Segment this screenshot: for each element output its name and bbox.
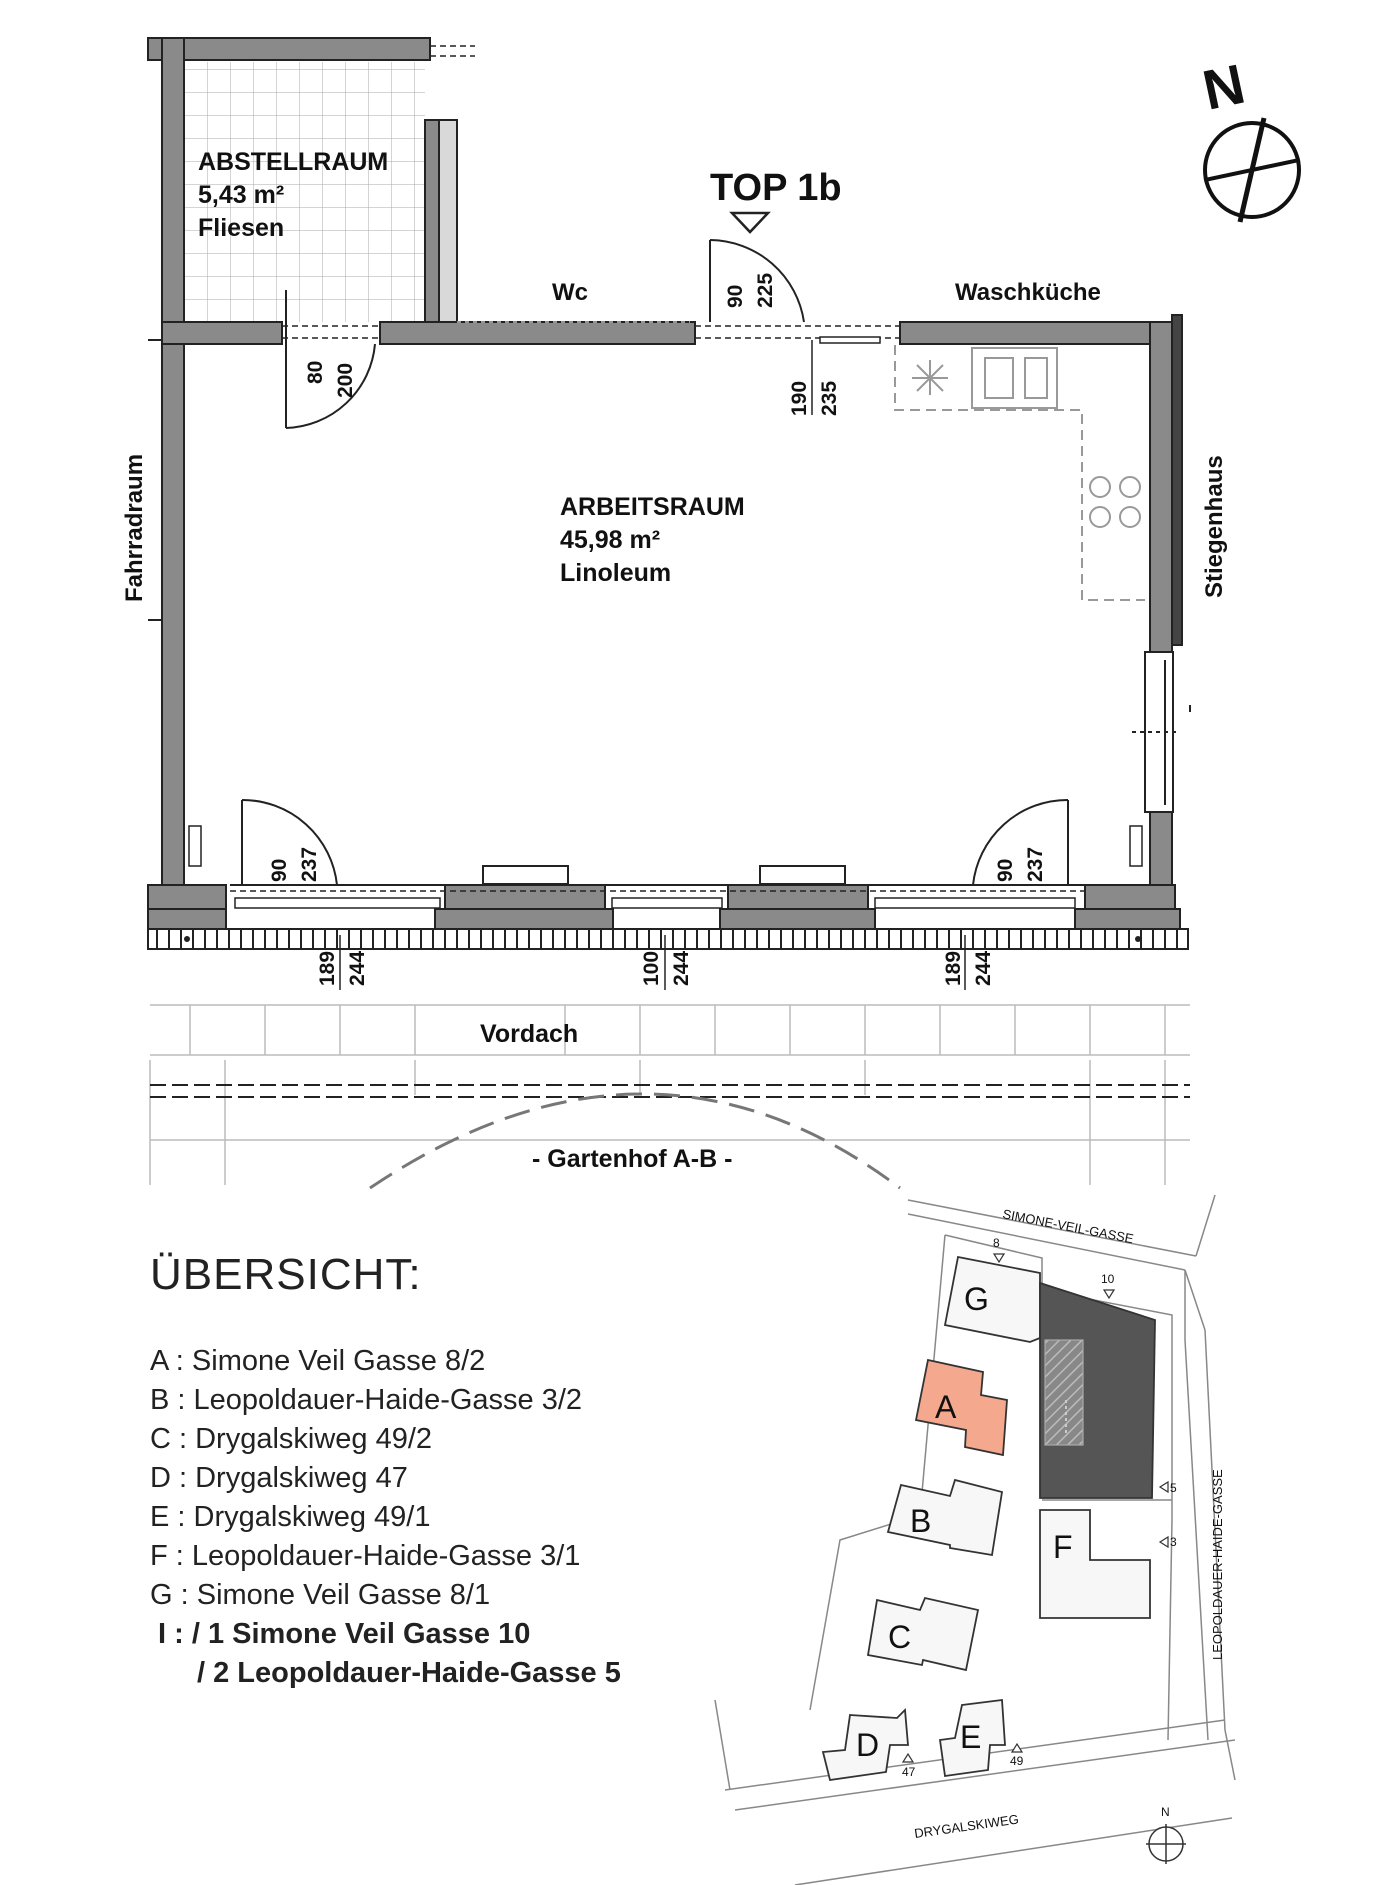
site-north-label: N [1161, 1805, 1170, 1819]
dim-right-door-w: 90 [994, 858, 1017, 882]
building-label-b: B [910, 1503, 932, 1539]
dim-entry-h: 225 [754, 272, 777, 308]
arbeitsraum-floor: Linoleum [560, 559, 672, 587]
stiegenhaus-label: Stiegenhaus [1201, 455, 1228, 598]
building-label-a: A [935, 1389, 957, 1425]
house-number-49: 49 [1010, 1754, 1024, 1768]
legend-item-d: D : Drygalskiweg 47 [150, 1462, 408, 1494]
abstellraum-floor: Fliesen [198, 214, 285, 242]
house-number-8: 8 [993, 1236, 1000, 1250]
wc-label: Wc [552, 279, 588, 306]
building-label-e: E [960, 1719, 982, 1755]
building-b [888, 1480, 1002, 1555]
waschkueche-label: Waschküche [955, 279, 1101, 306]
dim-win-left-h: 244 [346, 950, 369, 986]
building-a [916, 1360, 1007, 1455]
window-right [1132, 652, 1180, 812]
railing [148, 929, 1188, 949]
legend-item-i: I : / 1 Simone Veil Gasse 10 [158, 1618, 531, 1650]
dim-win-mid-h: 244 [670, 950, 693, 986]
house-number-3: 3 [1170, 1535, 1177, 1549]
north-label: N [1197, 51, 1251, 122]
legend-item-g: G : Simone Veil Gasse 8/1 [150, 1579, 491, 1611]
north-arrow-icon [1197, 52, 1300, 222]
room-outline [184, 344, 1150, 885]
dim-passage-h: 235 [818, 380, 841, 416]
dim-passage-w: 190 [788, 380, 811, 416]
dim-entry-w: 90 [724, 284, 747, 308]
house-number-5: 5 [1170, 1481, 1177, 1495]
dim-left-door-w: 90 [268, 858, 291, 882]
dim-win-left-w: 189 [316, 950, 339, 986]
dim-right-door-h: 237 [1024, 846, 1047, 882]
legend-item-f: F : Leopoldauer-Haide-Gasse 3/1 [150, 1540, 581, 1572]
abstellraum-name: ABSTELLRAUM [198, 148, 389, 176]
legend-item-i-2: / 2 Leopoldauer-Haide-Gasse 5 [197, 1657, 621, 1689]
radiator-left [483, 866, 568, 884]
gartenhof-label: - Gartenhof A-B - [532, 1145, 733, 1173]
garden-arc [370, 1094, 900, 1188]
site-north-icon [1146, 1805, 1186, 1864]
abstellraum-area: 5,43 m² [198, 181, 285, 209]
arbeitsraum-name: ARBEITSRAUM [560, 493, 745, 521]
building-label-g: G [964, 1281, 989, 1317]
house-number-47: 47 [902, 1765, 916, 1779]
site-buildings [823, 1257, 1155, 1780]
fahrradraum-label: Fahrradraum [121, 453, 148, 602]
building-label-c: C [888, 1619, 912, 1655]
house-number-10: 10 [1101, 1272, 1115, 1286]
windows-bottom [230, 891, 1085, 908]
street-leopoldauer: LEOPOLDAUER-HAIDE-GASSE [1210, 1469, 1225, 1660]
building-g [945, 1257, 1040, 1342]
arbeitsraum-area: 45,98 m² [560, 526, 661, 554]
street-drygalski: DRYGALSKIWEG [913, 1811, 1020, 1841]
overview-title: ÜBERSICHT: [150, 1250, 422, 1299]
dim-win-right-w: 189 [942, 950, 965, 986]
legend-item-e: E : Drygalskiweg 49/1 [150, 1501, 431, 1533]
radiator-right [760, 866, 845, 884]
dim-left-door-h: 237 [298, 846, 321, 882]
legend-item-c: C : Drygalskiweg 49/2 [150, 1423, 433, 1455]
building-label-f: F [1053, 1529, 1073, 1565]
dim-win-right-h: 244 [972, 950, 995, 986]
legend-item-a: A : Simone Veil Gasse 8/2 [150, 1345, 486, 1377]
dim-abstell-h: 200 [334, 362, 357, 398]
building-c [868, 1598, 978, 1670]
dim-win-mid-w: 100 [640, 950, 663, 986]
legend-item-b: B : Leopoldauer-Haide-Gasse 3/2 [150, 1384, 583, 1416]
building-label-d: D [856, 1727, 880, 1763]
dim-abstell-w: 80 [304, 360, 327, 384]
street-simone-veil: SIMONE-VEIL-GASSE [1001, 1206, 1135, 1247]
vordach-label: Vordach [480, 1020, 579, 1048]
entry-marker-icon [732, 213, 768, 232]
waschkueche-fixtures [895, 345, 1145, 600]
overview-legend [150, 1250, 790, 1693]
unit-title: TOP 1b [710, 167, 842, 209]
